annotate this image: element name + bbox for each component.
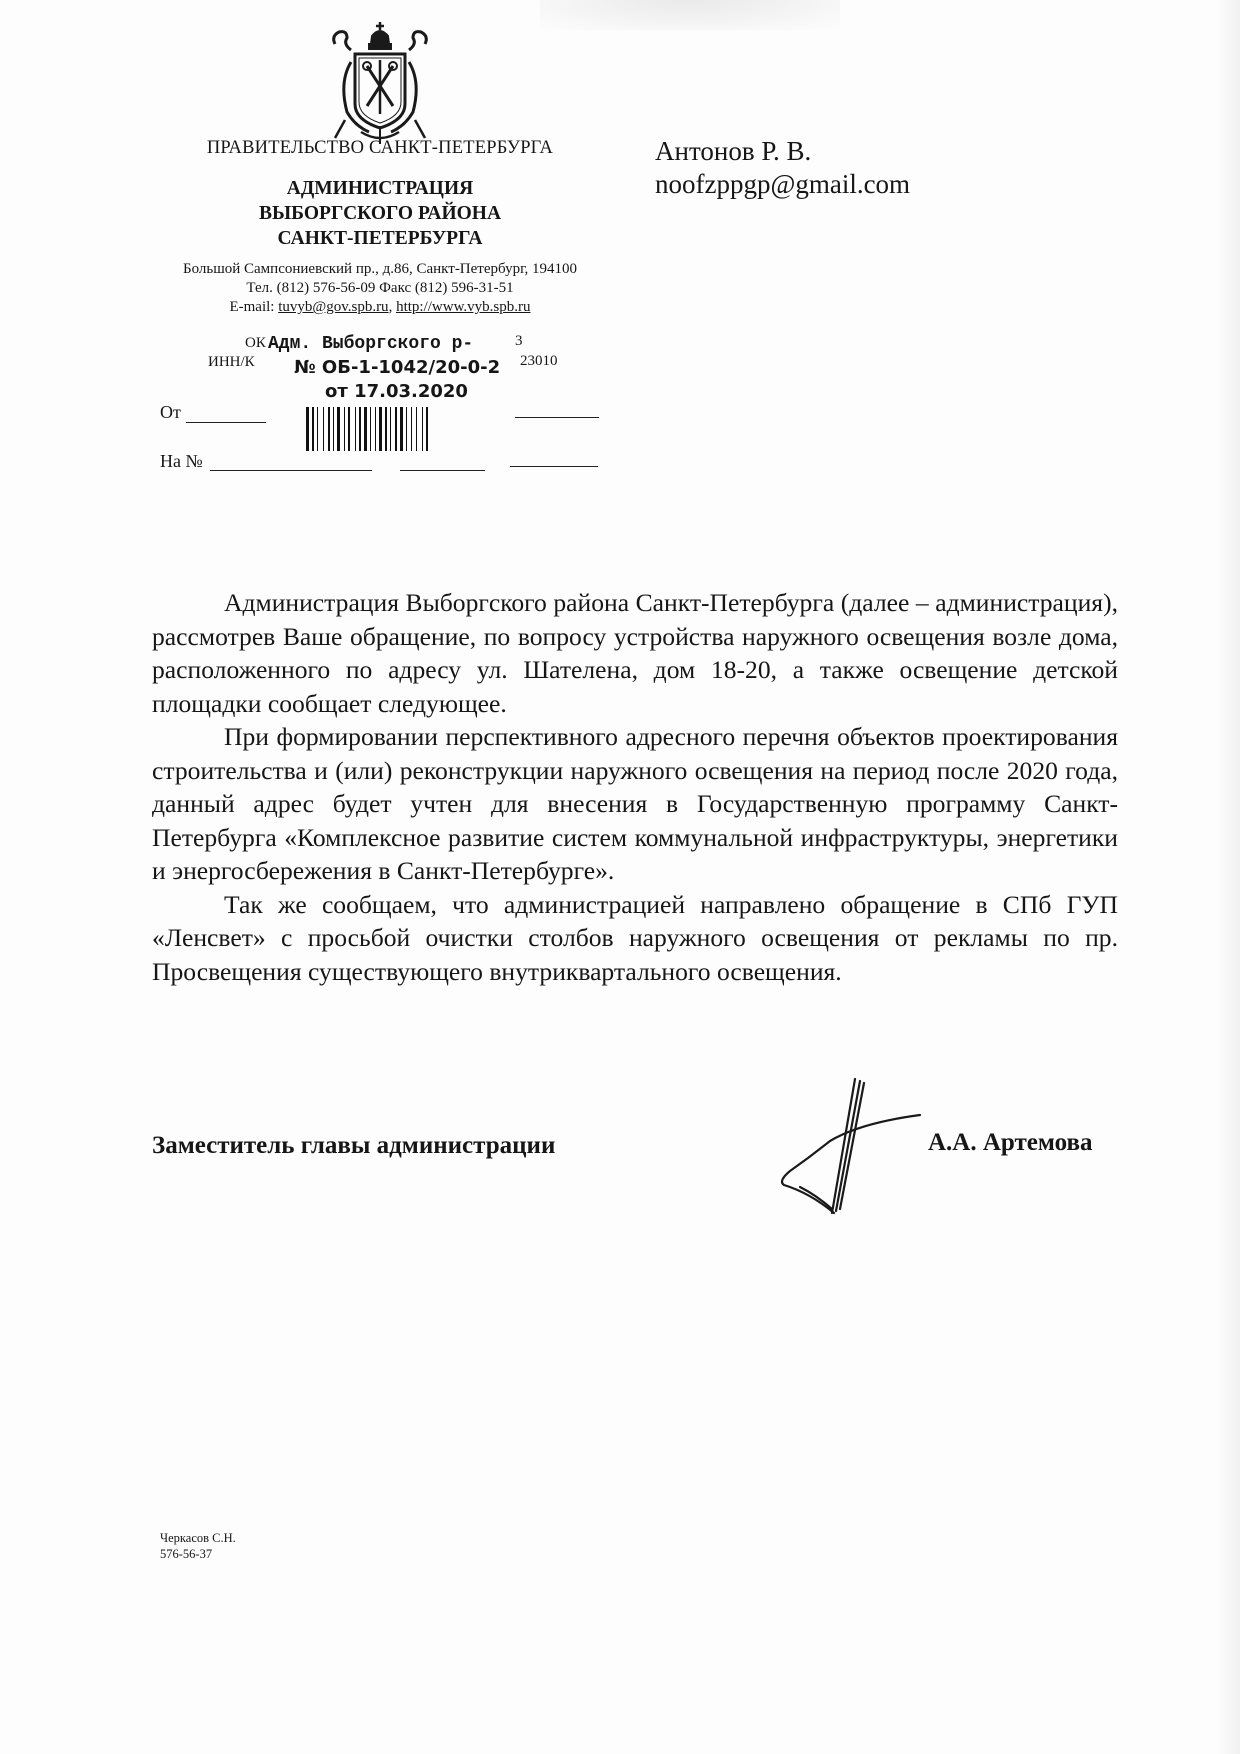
- barcode-bar: [312, 407, 314, 451]
- barcode-bar: [364, 407, 367, 451]
- administration-line-2: ВЫБОРГСКОГО РАЙОНА: [258, 203, 502, 224]
- website-link[interactable]: http://www.vyb.spb.ru: [396, 299, 531, 315]
- barcode-bar: [411, 407, 412, 451]
- body-paragraph: Так же сообщаем, что администрацией направлено обращение в СПб ГУП «Ленсвет» с просьбой очистки столбов наружного освещения от рекламы по пр. Просвещения существующего внутриквартального освещения.: [152, 889, 1118, 986]
- barcode-bar: [359, 407, 361, 451]
- reference-number-label: На №: [160, 451, 203, 471]
- inn-label: ИНН/К: [208, 354, 255, 370]
- from-label: От: [160, 402, 181, 422]
- barcode-bar: [416, 407, 417, 451]
- scan-edge-shadow: [1218, 0, 1240, 1754]
- from-date-blank-line: [515, 417, 599, 418]
- registration-stamp-number: № ОБ-1-1042/20-0-2: [294, 357, 501, 378]
- letterhead-contacts: [150, 260, 610, 317]
- from-blank-line: [186, 422, 266, 423]
- barcode-bar: [406, 407, 407, 451]
- registration-stamp-office: Адм. Выборгского р-: [268, 334, 474, 354]
- signatory-name: А.А. Артемова: [928, 1129, 1093, 1156]
- handwritten-signature: [770, 1075, 930, 1220]
- registration-stamp-date: от 17.03.2020: [325, 381, 468, 402]
- executor-block: [160, 1530, 236, 1562]
- barcode-bar: [385, 407, 387, 451]
- contact-separator: ,: [388, 299, 397, 315]
- body-paragraph: Администрация Выборгского района Санкт-Петербурга (далее – администрация), рассмотрев Ваше обращение, по вопросу устройства наружного освещения возле дома, расположенного по адресу ул. Шателена, дом 18-20, а также освещение детской площадки сообщает следующее.: [152, 588, 1118, 718]
- barcode-bar: [379, 407, 382, 451]
- coat-of-arms-icon: [325, 22, 435, 146]
- body-paragraph: При формировании перспективного адресного перечня объектов проектирования строительства и (или) реконструкции наружного освещения на период после 2020 года, данный адрес будет учтен для внесения в Государственную программу Санкт-Петербурга «Комплексное развитие систем коммунальной инфраструктуры, энергетики и энергосбережения в Санкт-Петербурге».: [152, 722, 1118, 885]
- reference-date-blank-line: [510, 466, 598, 467]
- administration-line-1: АДМИНИСТРАЦИЯ: [286, 178, 474, 199]
- barcode-bar: [355, 407, 356, 451]
- barcode-icon: [306, 407, 464, 451]
- administration-name: [150, 176, 610, 251]
- okpo-tail: 3: [515, 333, 523, 349]
- signatory-position: Заместитель главы администрации: [152, 1132, 556, 1159]
- email-link[interactable]: tuvyb@gov.spb.ru: [278, 299, 389, 315]
- barcode-bar: [344, 407, 345, 451]
- postal-address: Большой Сампсониевский пр., д.86, Санкт-Петербург, 194100: [182, 261, 578, 277]
- barcode-bar: [422, 407, 423, 451]
- barcode-bar: [337, 407, 340, 451]
- scan-smudge: [540, 0, 840, 30]
- barcode-bar: [328, 407, 330, 451]
- addressee-email: noofzppgp@gmail.com: [655, 169, 911, 199]
- okpo-label: ОК: [245, 335, 266, 351]
- barcode-bar: [333, 407, 334, 451]
- reference-mid-blank-line: [400, 470, 485, 471]
- government-name: ПРАВИТЕЛЬСТВО САНКТ-ПЕТЕРБУРГА: [206, 138, 554, 158]
- email-web-line: [150, 298, 610, 317]
- email-label: E-mail:: [229, 299, 279, 315]
- barcode-bar: [348, 407, 350, 451]
- executor-phone: 576-56-37: [160, 1547, 213, 1561]
- barcode-bar: [317, 407, 318, 451]
- barcode-bar: [395, 407, 397, 451]
- barcode-bar: [426, 407, 428, 451]
- addressee-name: Антонов Р. В.: [655, 136, 812, 166]
- addressee-block: [655, 135, 910, 201]
- barcode-bar: [400, 407, 403, 451]
- administration-line-3: САНКТ-ПЕТЕРБУРГА: [277, 228, 483, 249]
- barcode-bar: [370, 407, 371, 451]
- reference-blank-line: [210, 470, 372, 471]
- letter-body: [152, 586, 1118, 988]
- barcode-bar: [390, 407, 391, 451]
- inn-tail: 23010: [520, 353, 558, 369]
- barcode-bar: [306, 407, 309, 451]
- barcode-bar: [323, 407, 324, 451]
- phone-fax: Тел. (812) 576-56-09 Факс (812) 596-31-51: [246, 280, 514, 296]
- barcode-bar: [375, 407, 376, 451]
- executor-name: Черкасов С.Н.: [160, 1531, 236, 1545]
